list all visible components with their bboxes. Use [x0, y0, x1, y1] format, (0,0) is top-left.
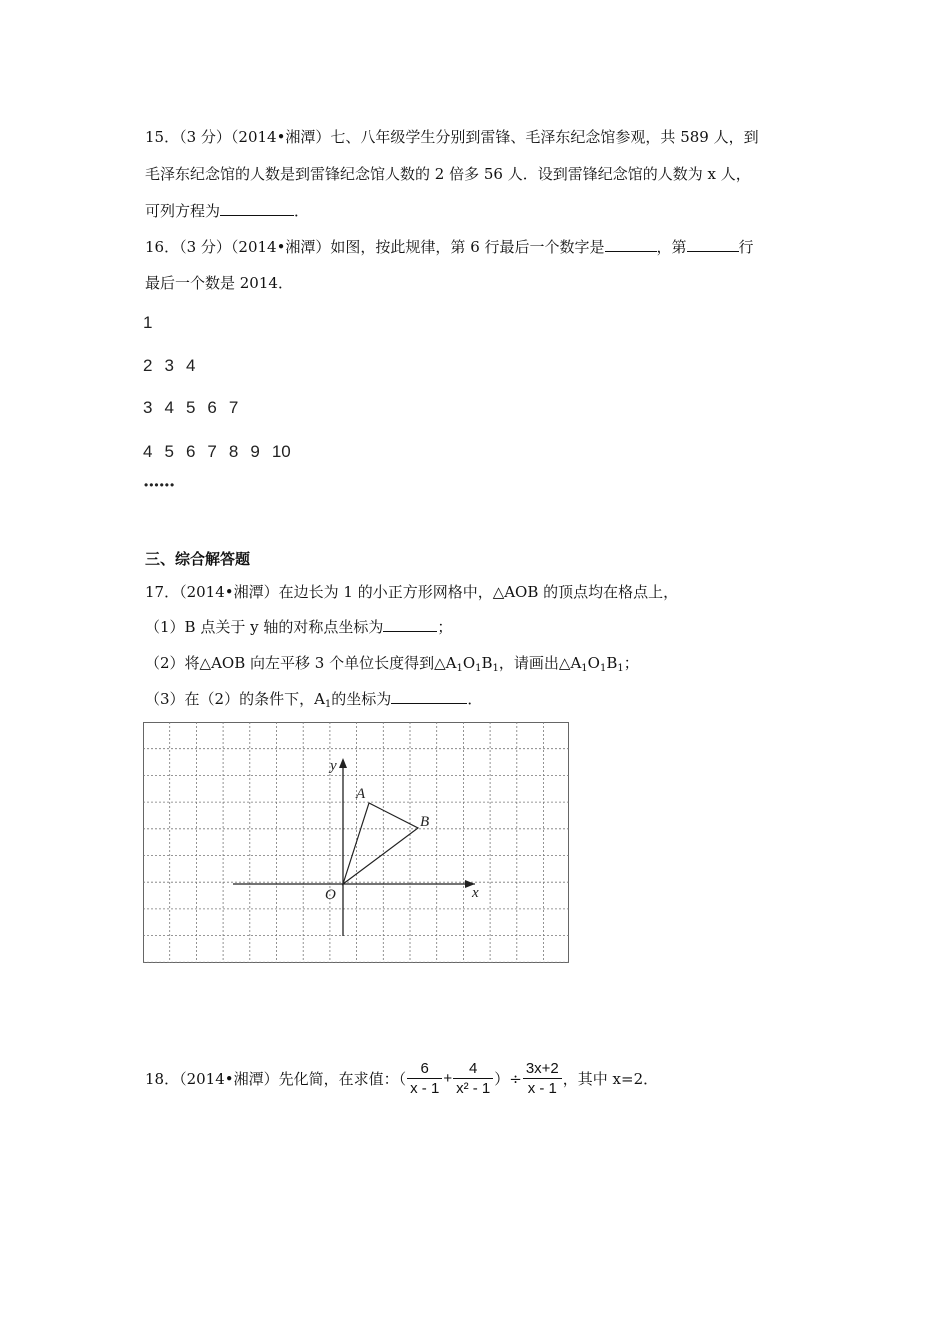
q18-close: ）÷ — [494, 1070, 522, 1088]
coordinate-grid-figure — [143, 722, 570, 964]
q17-part1-prefix: （1）B 点关于 y 轴的对称点坐标为 — [145, 618, 384, 636]
q16-line2: 最后一个数是 2014． — [145, 274, 293, 292]
pattern-number: 4 — [185, 356, 196, 375]
q17-part3-text: 的坐标为 — [331, 690, 392, 708]
pattern-number: 10 — [271, 442, 291, 461]
q15-line1: 15．（3 分）（2014•湘潭）七、八年级学生分别到雷锋、毛泽东纪念馆参观，共 589 人，到 — [145, 128, 759, 146]
pattern-number: 9 — [250, 442, 260, 461]
q18-suffix: ，其中 x=2． — [562, 1070, 659, 1088]
pattern-row-4 — [143, 442, 303, 462]
q17-answer-blank-1[interactable] — [383, 617, 437, 632]
q15-line3-prefix: 可列方程为 — [145, 202, 221, 220]
q18-line — [145, 1056, 658, 1101]
fraction-2-numerator: 4 — [453, 1060, 493, 1079]
pattern-number: 6 — [185, 442, 196, 461]
subscript: 1 — [599, 663, 607, 674]
pattern-number: 8 — [228, 442, 239, 461]
pattern-number: 5 — [185, 398, 196, 417]
subscript: 1 — [456, 663, 463, 674]
pattern-number: 3 — [164, 356, 174, 375]
q17-part2-text: ； — [623, 654, 639, 672]
q17-part2 — [145, 653, 639, 679]
q15-answer-blank[interactable] — [220, 201, 294, 216]
pattern-row-1 — [143, 313, 164, 333]
q16-answer-blank-1[interactable] — [605, 237, 657, 252]
q15-line3-suffix: ． — [294, 202, 310, 220]
x-axis-label: x — [472, 885, 479, 901]
plus-sign: + — [443, 1070, 453, 1087]
pattern-number: 5 — [164, 442, 174, 461]
q17-part3-text: （3）在（2）的条件下，A — [145, 690, 325, 708]
subscript: 1 — [617, 663, 624, 674]
q16-answer-blank-2[interactable] — [687, 237, 739, 252]
section-heading: 三、综合解答题 — [145, 550, 251, 568]
q17-part1 — [145, 617, 452, 637]
q17-part1-suffix: ； — [437, 618, 453, 636]
fraction-1 — [407, 1060, 442, 1099]
pattern-ellipsis: •••••• — [144, 478, 176, 492]
fraction-2 — [453, 1060, 493, 1099]
fraction-1-numerator: 6 — [407, 1060, 442, 1079]
q15-line3 — [145, 201, 309, 221]
q16-line1-b: ，第 — [656, 238, 687, 256]
q17-answer-blank-3[interactable] — [391, 689, 467, 704]
fraction-3-denominator: x - 1 — [527, 1079, 557, 1097]
q17-part2-text: B — [606, 654, 618, 672]
fraction-3-numerator: 3x+2 — [523, 1060, 562, 1079]
origin-label: O — [325, 887, 336, 903]
pattern-number: 1 — [143, 313, 153, 332]
subscript: 1 — [475, 663, 482, 674]
q17-part3-text: ． — [467, 690, 483, 708]
point-a-label: A — [356, 786, 366, 802]
q17-part2-text: B — [481, 654, 493, 672]
pattern-number: 7 — [207, 442, 217, 461]
q15-line2: 毛泽东纪念馆的人数是到雷锋纪念馆人数的 2 倍多 56 人．设到雷锋纪念馆的人数为 x 人， — [145, 165, 751, 183]
subscript: 1 — [324, 699, 332, 710]
q16-line1-c: 行 — [738, 238, 754, 256]
subscript: 1 — [492, 663, 499, 674]
pattern-number: 6 — [207, 398, 217, 417]
q17-part2-text: ，请画出△A — [498, 654, 582, 672]
fraction-3 — [523, 1060, 562, 1099]
q17-line1: 17．（2014•湘潭）在边长为 1 的小正方形网格中，△AOB 的顶点均在格点上， — [145, 583, 679, 601]
fraction-1-denominator: x - 1 — [410, 1079, 440, 1097]
pattern-number: 7 — [228, 398, 239, 417]
q17-part3 — [145, 689, 482, 715]
pattern-number: 4 — [164, 398, 174, 417]
point-b-label: B — [420, 814, 430, 830]
q18-prefix: 18．（2014•湘潭）先化简，在求值：（ — [145, 1070, 407, 1088]
q17-part2-text: O — [462, 654, 476, 672]
pattern-number: 4 — [143, 442, 153, 461]
pattern-row-3 — [143, 398, 250, 418]
q16-line1 — [145, 237, 754, 257]
y-axis-label: y — [330, 758, 337, 774]
q17-part2-text: （2）将△AOB 向左平移 3 个单位长度得到△A — [145, 654, 457, 672]
subscript: 1 — [581, 663, 588, 674]
q17-part2-text: O — [587, 654, 600, 672]
pattern-row-2 — [143, 356, 207, 376]
pattern-number: 2 — [143, 356, 153, 375]
pattern-number: 3 — [143, 398, 153, 417]
fraction-2-denominator: x² - 1 — [456, 1079, 491, 1097]
q16-line1-a: 16．（3 分）（2014•湘潭）如图，按此规律，第 6 行最后一个数字是 — [145, 238, 605, 256]
